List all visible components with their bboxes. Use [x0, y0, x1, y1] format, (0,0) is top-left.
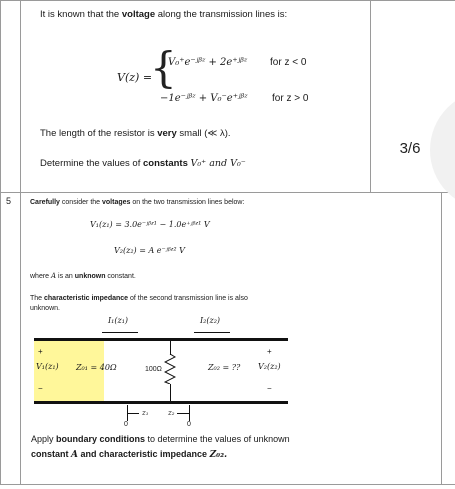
z01-label: Z₀₁ = 40Ω [76, 363, 117, 372]
current-arrow-i2 [194, 332, 230, 333]
piecewise-brace: { [150, 43, 177, 92]
table-top-border [0, 0, 455, 1]
constant-line: constant A and characteristic impedance Z₀₂. [31, 449, 228, 460]
resistor-label: 100Ω [145, 366, 162, 373]
origin-tick-right [189, 405, 190, 421]
where-line: where A is an unknown constant. [30, 272, 136, 280]
equation-v2: V₂(z₂) = A e⁻ʲᵝᶻ² V [114, 246, 185, 255]
v2-minus: − [267, 384, 272, 393]
z1-axis-arrow [127, 413, 139, 414]
case2-condition: for z > 0 [272, 93, 309, 104]
page-indicator: 3/6 [399, 139, 421, 157]
z1-axis-label: z₁ [142, 409, 149, 417]
line2-bottom-conductor [146, 401, 288, 404]
consider-line: Carefully consider the voltages on the two transmission lines below: [30, 199, 245, 206]
table-left-column-divider [20, 0, 21, 485]
origin-zero-right: 0 [187, 421, 191, 428]
table-bottom-border [0, 484, 455, 485]
resistor-lead-top [170, 341, 171, 355]
table-right-divider [370, 0, 371, 192]
line2-top-conductor [146, 338, 288, 341]
case1-condition: for z < 0 [270, 57, 307, 68]
table-row-divider [0, 192, 455, 193]
line1-top-conductor [34, 338, 146, 341]
char-impedance-line: The characteristic impedance of the second transmission line is also [30, 295, 248, 302]
table-right-divider-lower [441, 192, 442, 485]
resistor-zigzag [164, 354, 176, 384]
voltage-lhs: V(z) = [117, 71, 153, 84]
case2-expression: −1e⁻ʲᵝᶻ + V₀⁻e⁺ʲᵝᶻ [160, 93, 248, 104]
apply-line: Apply boundary conditions to determine the values of unknown [31, 434, 290, 444]
resistor-lead-bottom [170, 384, 171, 401]
equation-v1: V₁(z₁) = 3.0e⁻ʲᵝᶻ¹ − 1.0e⁺ʲᵝᶻ¹ V [90, 220, 210, 229]
z2-axis-arrow [177, 413, 189, 414]
line1-bottom-conductor [34, 401, 146, 404]
v1-plus: + [38, 347, 43, 356]
v2-plus: + [267, 347, 272, 356]
current-arrow-i1 [102, 332, 138, 333]
determine-line: Determine the values of constants V₀⁺ and V₀⁻ [40, 158, 246, 169]
z02-label: Z₀₂ = ?? [208, 363, 241, 372]
v1-minus: − [38, 384, 43, 393]
table-left-border [0, 0, 1, 485]
resistor-length-line: The length of the resistor is very small (≪ λ). [40, 128, 231, 139]
char-impedance-line-2: unknown. [30, 305, 60, 312]
case1-expression: V₀⁺e⁻ʲᵝᶻ + 2e⁺ʲᵝᶻ [168, 57, 248, 68]
v1-label: V₁(z₁) [36, 362, 59, 371]
v2-label: V₂(z₂) [258, 362, 281, 371]
problem-number: 5 [6, 196, 12, 206]
z2-axis-label: z₂ [168, 409, 175, 417]
intro-line: It is known that the voltage along the transmission lines is: [40, 9, 288, 20]
current-label-i2: I₂(z₂) [200, 316, 221, 325]
current-label-i1: I₁(z₁) [108, 316, 129, 325]
origin-zero-left: 0 [124, 421, 128, 428]
